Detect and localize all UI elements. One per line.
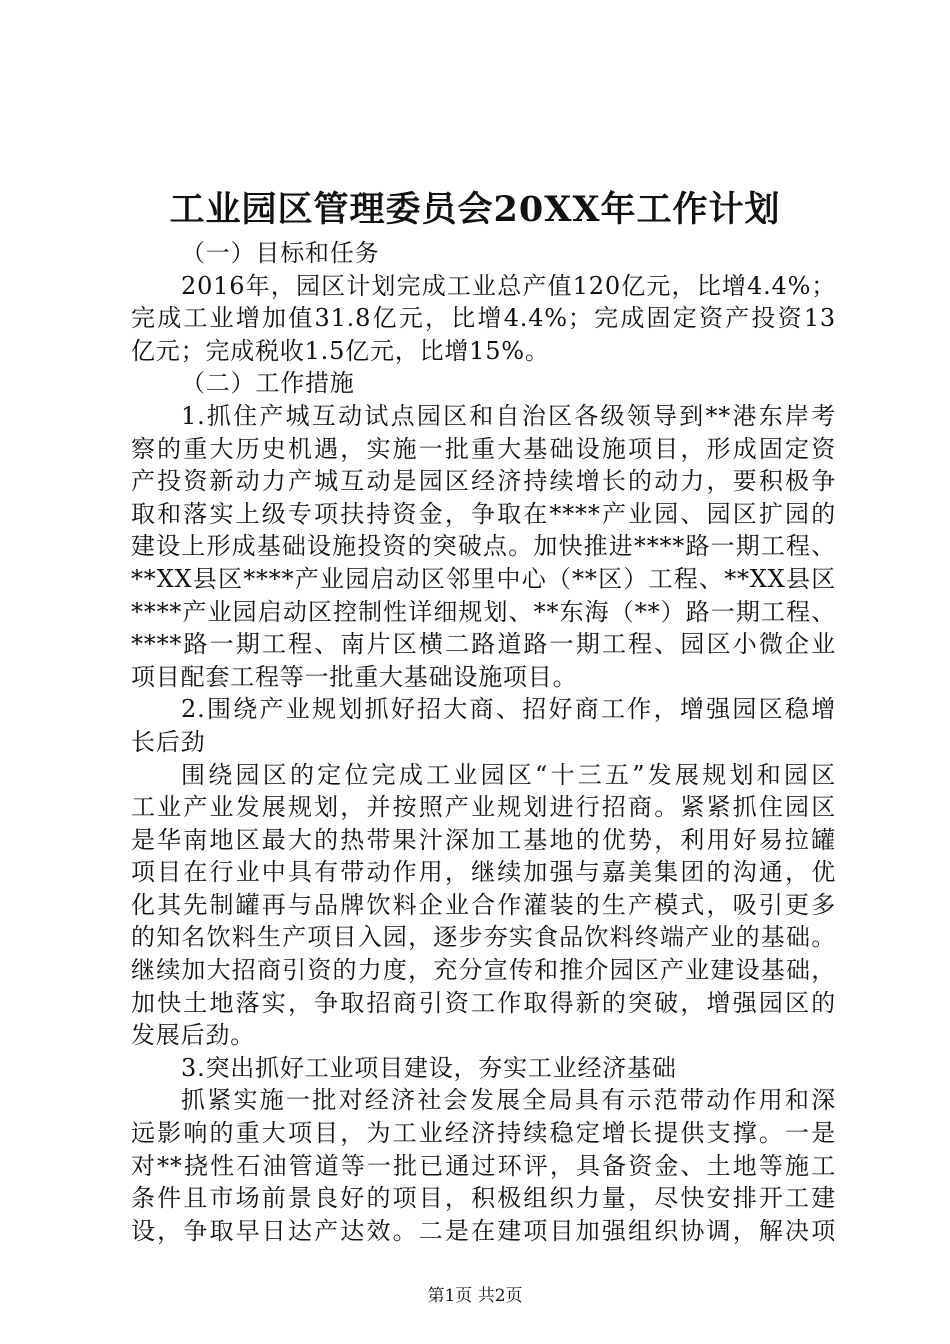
document-body bbox=[131, 237, 836, 1247]
text-line: 设，争取早日达产达效。二是在建项目加强组织协调，解决项 bbox=[131, 1216, 836, 1245]
text-line: 2.围绕产业规划抓好招大商、招好商工作，增强园区稳增 bbox=[181, 695, 836, 724]
text-line: 项目在行业中具有带动作用，继续加强与嘉美集团的沟通，优 bbox=[131, 858, 836, 887]
text-line: ****路一期工程、南片区横二路道路一期工程、园区小微企业 bbox=[131, 630, 836, 659]
text-line: 长后劲 bbox=[131, 727, 206, 756]
text-line: 继续加大招商引资的力度，充分宣传和推介园区产业建设基础， bbox=[131, 956, 836, 985]
text-line: 项目配套工程等一批重大基础设施项目。 bbox=[131, 662, 578, 691]
text-line: 发展后劲。 bbox=[131, 1021, 255, 1050]
text-line: 化其先制罐再与品牌饮料企业合作灌装的生产模式，吸引更多 bbox=[131, 890, 836, 919]
text-line: 的知名饮料生产项目入园，逐步夯实食品饮料终端产业的基础。 bbox=[131, 923, 836, 952]
text-line: （二）工作措施 bbox=[181, 369, 355, 398]
text-line: 条件且市场前景良好的项目，积极组织力量，尽快安排开工建 bbox=[131, 1184, 836, 1213]
text-line: 建设上形成基础设施投资的突破点。加快推进****路一期工程、 bbox=[131, 532, 836, 561]
text-line: 察的重大历史机遇，实施一批重大基础设施项目，形成固定资 bbox=[131, 434, 836, 463]
text-line: 远影响的重大项目，为工业经济持续稳定增长提供支撑。一是 bbox=[131, 1119, 836, 1148]
text-line: 加快土地落实，争取招商引资工作取得新的突破，增强园区的 bbox=[131, 988, 836, 1017]
text-line: 抓紧实施一批对经济社会发展全局具有示范带动作用和深 bbox=[181, 1086, 836, 1115]
text-line: ****产业园启动区控制性详细规划、**东海（**）路一期工程、 bbox=[131, 597, 836, 626]
text-line: 亿元；完成税收1.5亿元，比增15%。 bbox=[131, 336, 550, 365]
text-line: 对**挠性石油管道等一批已通过环评，具备资金、土地等施工 bbox=[131, 1151, 836, 1180]
text-line: 是华南地区最大的热带果汁深加工基地的优势，利用好易拉罐 bbox=[131, 825, 836, 854]
document-title: 工业园区管理委员会20XX年工作计划 bbox=[169, 189, 781, 230]
text-line: 工业产业发展规划，并按照产业规划进行招商。紧紧抓住园区 bbox=[131, 793, 836, 822]
text-line: 1.抓住产城互动试点园区和自治区各级领导到**港东岸考 bbox=[181, 401, 836, 430]
text-line: 2016年，园区计划完成工业总产值120亿元，比增4.4%； bbox=[181, 271, 836, 300]
text-line: 围绕园区的定位完成工业园区“十三五”发展规划和园区 bbox=[181, 760, 836, 789]
text-line: （一）目标和任务 bbox=[181, 239, 380, 267]
page-number-footer: 第1页 共2页 bbox=[427, 1286, 523, 1306]
text-line: **XX县区****产业园启动区邻里中心（**区）工程、**XX县区 bbox=[131, 564, 836, 593]
text-line: 产投资新动力产城互动是园区经济持续增长的动力，要积极争 bbox=[131, 467, 836, 496]
text-line: 3.突出抓好工业项目建设，夯实工业经济基础 bbox=[181, 1053, 677, 1082]
text-line: 取和落实上级专项扶持资金，争取在****产业园、园区扩园的 bbox=[131, 499, 836, 528]
text-line: 完成工业增加值31.8亿元，比增4.4%；完成固定资产投资13 bbox=[131, 304, 836, 333]
